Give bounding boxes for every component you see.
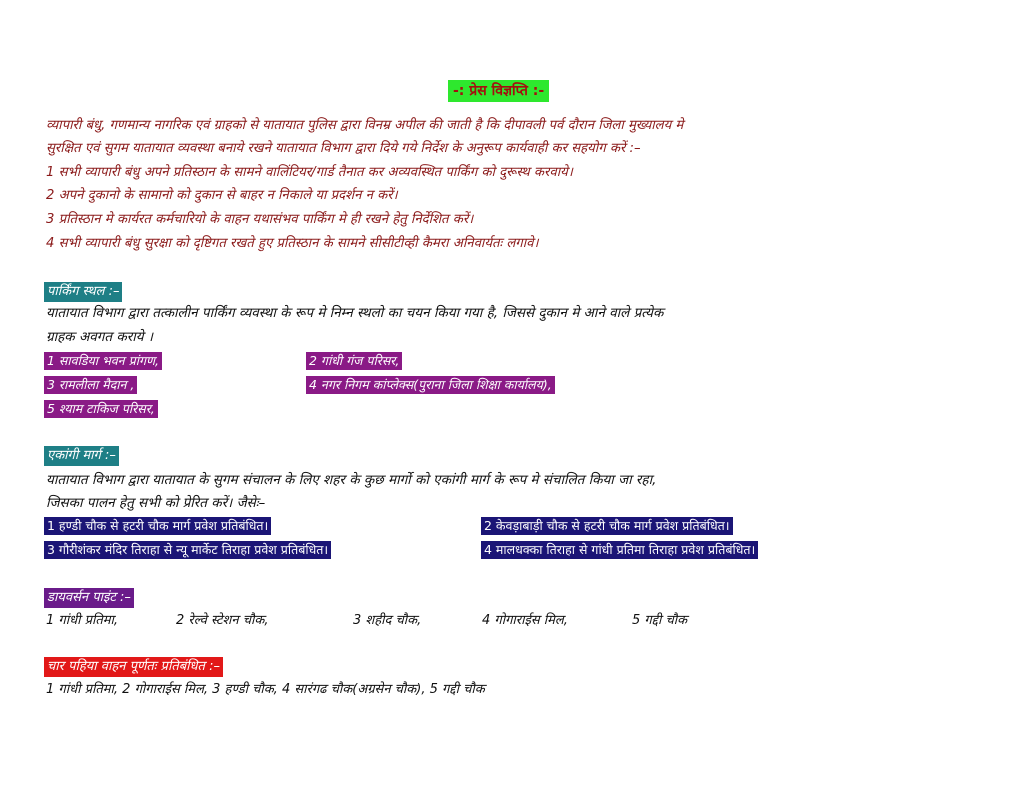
intro-point-1: 1 सभी व्यापारी बंधु अपने प्रतिस्ठान के सामने वालिंटियर/गार्ड तैनात कर अव्यवस्थित पार्किंग को दुरूस्थ करवाये। (46, 165, 573, 180)
diversion-item-2: 2 रेल्वे स्टेशन चौक, (176, 613, 269, 628)
oneway-desc-2: जिसका पालन हेतु सभी को प्रेरित करें। जैसेः– (46, 495, 266, 511)
parking-item-5: 5 श्याम टाकिज परिसर, (44, 400, 158, 418)
parking-item-3: 3 रामलीला मैदान , (44, 376, 137, 394)
diversion-item-5: 5 गद्दी चौक (632, 613, 688, 628)
intro-line-1: व्यापारी बंधु, गणमान्य नागरिक एवं ग्राहको से यातायात पुलिस द्वारा विनम्र अपील की जाती है कि दीपावली पर्व दौरान जिला मुख्यालय मे (46, 118, 684, 133)
oneway-desc-1: यातायात विभाग द्वारा यातायात के सुगम संचालन के लिए शहर के कुछ मार्गो को एकांगी मार्ग के रूप मे संचालित किया जा रहा, (46, 472, 657, 488)
diversion-item-4: 4 गोगाराईस मिल, (482, 613, 568, 628)
four-wheeler-heading: चार पहिया वाहन पूर्णतः प्रतिबंधित :– (44, 657, 223, 677)
diversion-item-1: 1 गांधी प्रतिमा, (46, 613, 119, 628)
oneway-heading: एकांगी मार्ग :– (44, 446, 119, 466)
intro-point-4: 4 सभी व्यापारी बंधु सुरक्षा को दृष्टिगत रखते हुए प्रतिस्ठान के सामने सीसीटीव्ही कैमरा अनिवार्यतः लगावे। (46, 236, 539, 251)
diversion-heading: डायवर्सन पाइंट :– (44, 588, 134, 608)
diversion-item-3: 3 शहीद चौक, (353, 613, 422, 628)
press-release-title: -: प्रेस विज्ञप्ति :- (448, 80, 549, 102)
parking-item-1: 1 सावडिया भवन प्रांगण, (44, 352, 162, 370)
parking-item-2: 2 गांधी गंज परिसर, (306, 352, 402, 370)
intro-point-3: 3 प्रतिस्ठान मे कार्यरत कर्मचारियो के वाहन यथासंभव पार्किंग मे ही रखने हेतु निर्देशित करें। (46, 212, 474, 227)
parking-heading: पार्किंग स्थल :– (44, 282, 122, 302)
oneway-item-2: 2 केवड़ाबाड़ी चौक से हटरी चौक मार्ग प्रवेश प्रतिबंधित। (481, 517, 733, 535)
oneway-item-1: 1 हण्डी चौक से हटरी चौक मार्ग प्रवेश प्रतिबंधित। (44, 517, 271, 535)
parking-item-4: 4 नगर निगम कांप्लेक्स(पुराना जिला शिक्षा कार्यालय), (306, 376, 555, 394)
intro-line-2: सुरक्षित एवं सुगम यातायात व्यवस्था बनाये रखने यातायात विभाग द्वारा दिये गये निर्देश के अनुरूप कार्यवाही कर सहयोग करें :– (46, 141, 641, 156)
oneway-item-3: 3 गौरीशंकर मंदिर तिराहा से न्यू मार्केट तिराहा प्रवेश प्रतिबंधित। (44, 541, 331, 559)
parking-desc-2: ग्राहक अवगत कराये । (46, 329, 153, 345)
parking-desc-1: यातायात विभाग द्वारा तत्कालीन पार्किंग व्यवस्था के रूप मे निम्न स्थलो का चयन किया गया है, जिससे दुकान मे आने वाले प्रत्येक (46, 305, 664, 321)
oneway-item-4: 4 मालधक्का तिराहा से गांधी प्रतिमा तिराहा प्रवेश प्रतिबंधित। (481, 541, 758, 559)
intro-point-2: 2 अपने दुकानो के सामानो को दुकान से बाहर न निकाले या प्रदर्शन न करें। (46, 188, 398, 203)
four-wheeler-line: 1 गांधी प्रतिमा, 2 गोगाराईस मिल, 3 हण्डी चौक, 4 सारंगढ चौक(अग्रसेन चौक), 5 गद्दी चौक (46, 682, 485, 697)
